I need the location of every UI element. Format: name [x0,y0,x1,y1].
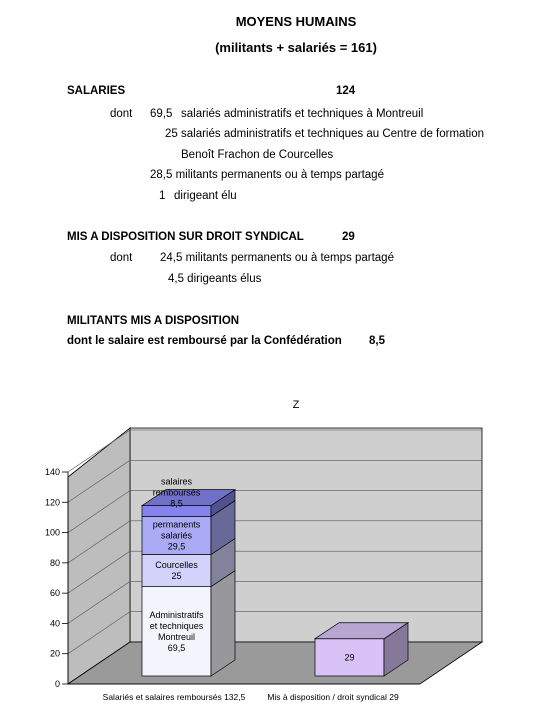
mad-line1: 24,5 militants permanents ou à temps partagé [160,252,394,264]
salaries-line4-num: 1 [159,190,166,202]
data-label: salariés [160,530,193,541]
category-label: Salariés et salaires remboursés 132,5 [102,692,246,702]
mad-label: MIS A DISPOSITION SUR DROIT SYNDICAL [67,231,304,243]
salaries-line3: 28,5 militants permanents ou à temps partagé [150,169,384,181]
page-subtitle: (militants + salariés = 161) [215,40,377,55]
militants-line2: dont le salaire est remboursé par la Confédération [67,335,342,347]
data-label: 69,5 [167,642,186,653]
data-label: permanents [152,519,201,530]
y-tick-label: 0 [54,679,60,689]
data-label: Administratifs [149,609,204,620]
chart-title: Z [292,399,300,411]
data-label: 8,5 [170,498,183,509]
data-label: Montreuil [157,631,196,642]
salaries-line1-text: salariés administratifs et techniques à Montreuil [181,108,424,120]
y-tick-label: 40 [49,618,60,629]
data-label: et techniques [149,620,204,631]
chart-floor [68,642,482,684]
mad-dont: dont [110,252,133,264]
y-tick-label: 100 [44,527,60,538]
data-label: salaires [160,476,193,487]
salaries-line1-num: 69,5 [150,108,173,120]
salaries-line2-cont: Benoît Frachon de Courcelles [181,149,334,161]
salaries-dont: dont [110,108,133,120]
stacked-bar-chart [0,390,550,710]
salaries-total: 124 [336,85,356,97]
bar-segment-side [211,571,235,676]
salaries-line2-text: salariés administratifs et techniques au Centre de formation [181,128,484,140]
y-tick-label: 60 [49,588,60,599]
data-label: 25 [171,571,182,582]
salaries-label: SALARIES [67,85,126,97]
salaries-line4-text: dirigeant élu [174,190,237,202]
category-label: Mis à disposition / droit syndical 29 [267,692,399,702]
data-label: remboursés [152,487,201,498]
data-label: 29 [344,652,355,663]
y-tick-label: 120 [44,497,60,508]
militants-line1: MILITANTS MIS A DISPOSITION [67,315,240,327]
y-tick-label: 80 [49,557,60,568]
y-tick-label: 140 [44,467,60,477]
mad-total: 29 [342,231,355,243]
salaries-line2-num: 25 [165,128,178,140]
data-label: Courcelles [155,560,198,571]
militants-value: 8,5 [369,335,385,347]
data-label: 29,5 [167,541,186,552]
page-title: MOYENS HUMAINS [235,14,357,29]
mad-line2: 4,5 dirigeants élus [168,273,262,285]
y-tick-label: 20 [49,648,60,659]
